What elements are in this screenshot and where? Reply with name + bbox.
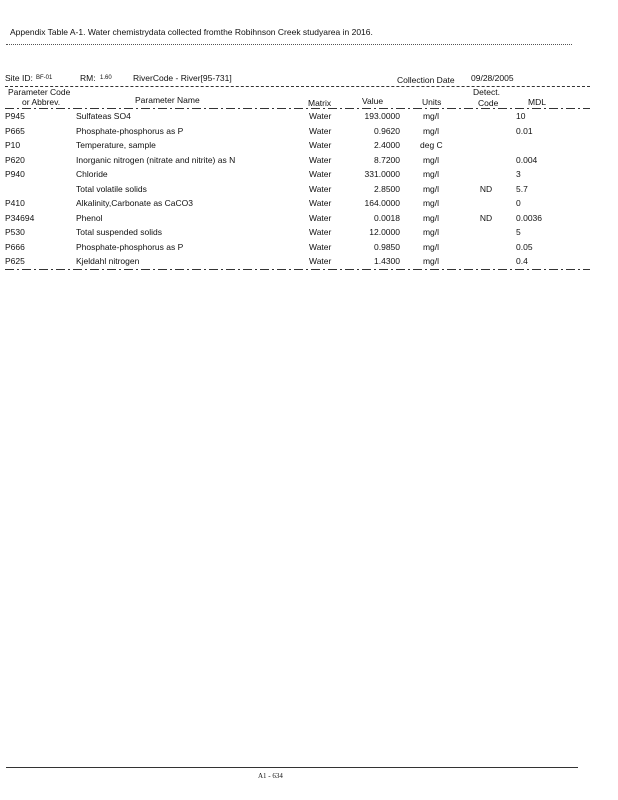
table-row: [0, 169, 618, 183]
mdl: 0.4: [516, 256, 528, 266]
param-code: P625: [5, 256, 25, 266]
header-bottom-rule: [5, 108, 590, 109]
table-row: [0, 126, 618, 140]
mdl: 10: [516, 111, 526, 121]
table-row: [0, 140, 618, 154]
param-code: P666: [5, 241, 25, 252]
units: mg/l: [422, 125, 440, 136]
matrix: Water: [309, 256, 332, 266]
title-divider: [6, 44, 572, 45]
param-code: P34694: [5, 212, 35, 223]
matrix: Water: [309, 198, 332, 208]
header-param-name: Parameter Name: [135, 95, 200, 105]
page-number: A1 - 634: [258, 772, 283, 780]
matrix: Water: [309, 125, 332, 136]
units: mg/l: [422, 241, 440, 252]
value: 12.0000: [369, 227, 400, 237]
header-param-abbrev: or Abbrev.: [22, 97, 61, 107]
value: 8.7200: [374, 154, 400, 165]
matrix: Water: [309, 169, 332, 179]
value: 0.9620: [374, 125, 400, 136]
matrix: Water: [309, 227, 332, 237]
param-code: P940: [5, 169, 25, 179]
mdl: 0.05: [516, 241, 533, 252]
header-mdl: MDL: [528, 97, 546, 107]
param-name: Inorganic nitrogen (nitrate and nitrite) as N: [76, 154, 236, 165]
footer-rule: [6, 767, 578, 768]
header-detect: Detect.: [473, 87, 500, 97]
units: mg/l: [422, 169, 440, 179]
mdl: 0.01: [516, 125, 533, 136]
param-name: Sulfateas SO4: [76, 111, 131, 121]
units: deg C: [420, 140, 443, 150]
param-name: Phenol: [76, 212, 103, 223]
param-code: P410: [5, 198, 25, 208]
table-row: [0, 198, 618, 212]
rm-value: 1.60: [100, 75, 112, 81]
matrix: Water: [309, 241, 332, 252]
value: 0.0018: [374, 212, 400, 223]
mdl: 3: [516, 169, 521, 179]
mdl: 0: [516, 198, 521, 208]
detect-code: ND: [479, 183, 493, 194]
header-matrix: Matrix: [308, 98, 332, 108]
table-row: [0, 184, 618, 198]
param-code: P665: [5, 125, 25, 136]
units: mg/l: [422, 183, 440, 194]
units: mg/l: [422, 256, 440, 266]
units: mg/l: [422, 198, 440, 208]
header-top-rule: [5, 86, 590, 87]
value: 2.8500: [374, 183, 400, 194]
value: 193.0000: [364, 111, 400, 121]
value: 331.0000: [364, 169, 400, 179]
param-code: P10: [5, 140, 21, 150]
param-name: Alkalinity,Carbonate as CaCO3: [76, 198, 194, 208]
param-name: Total suspended solids: [76, 227, 163, 237]
header-detect-code: Code: [478, 98, 499, 108]
mdl: 5: [516, 227, 521, 237]
value: 164.0000: [364, 198, 400, 208]
table-row: [0, 242, 618, 256]
header-value: Value: [362, 96, 384, 106]
matrix: Water: [309, 183, 332, 194]
param-name: Total volatile solids: [76, 183, 147, 194]
matrix: Water: [309, 140, 332, 150]
param-code: P945: [5, 111, 25, 121]
matrix: Water: [309, 212, 332, 223]
mdl: 0.0036: [516, 212, 542, 223]
river-code: RiverCode - River[95-731]: [133, 73, 232, 83]
table-row: [0, 227, 618, 241]
param-name: Temperature, sample: [76, 140, 156, 150]
value: 1.4300: [374, 256, 400, 266]
units: mg/l: [422, 212, 440, 223]
value: 2.4000: [374, 140, 400, 150]
table-row: [0, 213, 618, 227]
matrix: Water: [309, 154, 332, 165]
units: mg/l: [422, 154, 440, 165]
param-name: Chloride: [76, 169, 108, 179]
header-units: Units: [422, 97, 442, 107]
table-row: [0, 111, 618, 125]
collection-date-label: Collection Date: [397, 75, 455, 85]
document-title: Appendix Table A-1. Water chemistrydata collected fromthe Robihnson Creek studyarea in 2016.: [10, 27, 373, 37]
units: mg/l: [422, 227, 440, 237]
table-row: [0, 155, 618, 169]
param-name: Kjeldahl nitrogen: [76, 256, 140, 266]
rm-label: RM:: [80, 73, 96, 83]
site-id-label: Site ID:: [5, 73, 33, 83]
detect-code: ND: [479, 212, 493, 223]
matrix: Water: [309, 111, 332, 121]
units: mg/l: [422, 111, 440, 121]
mdl: 5.7: [516, 183, 528, 194]
header-param-code: Parameter Code: [8, 87, 71, 97]
site-id-value: BF-01: [36, 75, 53, 81]
mdl: 0.004: [516, 154, 538, 165]
table-bottom-rule: [5, 269, 590, 270]
collection-date-value: 09/28/2005: [471, 73, 514, 83]
param-name: Phosphate-phosphorus as P: [76, 241, 184, 252]
param-name: Phosphate-phosphorus as P: [76, 125, 184, 136]
value: 0.9850: [374, 241, 400, 252]
table-row: [0, 256, 618, 270]
param-code: P530: [5, 227, 25, 237]
param-code: P620: [5, 154, 25, 165]
